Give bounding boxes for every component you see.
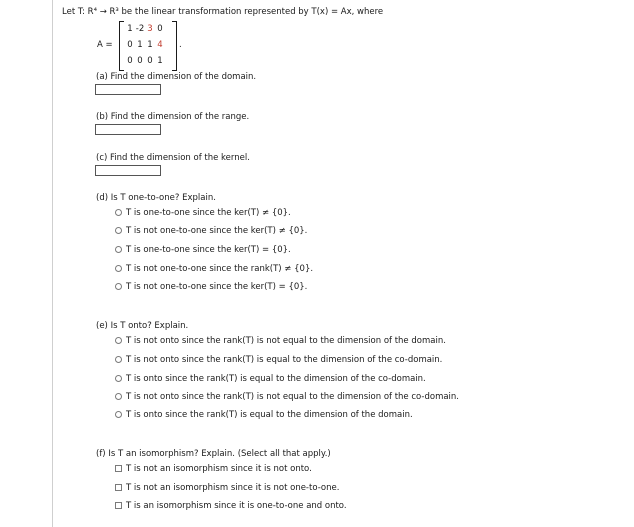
part-b-label: (b) Find the dimension of the range.: [96, 112, 250, 122]
option-label: T is not an isomorphism since it is not one-to-one.: [126, 483, 340, 493]
radio-icon[interactable]: [115, 393, 122, 400]
checkbox-icon[interactable]: [115, 502, 122, 509]
intro-text: Let T: R⁴ → R³ be the linear transformation represented by T(x) = Ax, where: [62, 7, 384, 17]
matrix-row: [125, 40, 165, 50]
option-label: T is not one-to-one since the ker(T) ≠ {0}.: [126, 226, 308, 236]
option-label: T is not one-to-one since the ker(T) = {0}.: [126, 282, 308, 292]
matrix-cell: 0: [147, 56, 153, 66]
one-to-one-option[interactable]: [115, 264, 313, 274]
radio-icon[interactable]: [115, 227, 122, 234]
radio-icon[interactable]: [115, 356, 122, 363]
matrix-cell: 0: [127, 40, 133, 50]
radio-icon[interactable]: [115, 265, 122, 272]
onto-option[interactable]: [115, 355, 442, 365]
option-label: T is not an isomorphism since it is not onto.: [126, 464, 312, 474]
matrix-cell: 0: [157, 24, 163, 34]
option-label: T is not one-to-one since the rank(T) ≠ {0}.: [126, 264, 314, 274]
matrix-A: [119, 21, 177, 69]
radio-icon[interactable]: [115, 411, 122, 418]
matrix-cell: 1: [147, 40, 153, 50]
matrix-period: .: [179, 40, 182, 50]
matrix-cell: 0: [137, 56, 143, 66]
part-d-label: (d) Is T one-to-one? Explain.: [96, 193, 216, 203]
radio-icon[interactable]: [115, 337, 122, 344]
matrix-row: [125, 24, 165, 34]
matrix-cell: 1: [127, 24, 133, 34]
onto-option[interactable]: [115, 392, 459, 402]
option-label: T is an isomorphism since it is one-to-one and onto.: [126, 501, 347, 511]
option-label: T is onto since the rank(T) is equal to the dimension of the co-domain.: [126, 374, 426, 384]
part-e-label: (e) Is T onto? Explain.: [96, 321, 189, 331]
option-label: T is not onto since the rank(T) is not equal to the dimension of the co-domain.: [126, 392, 460, 402]
radio-icon[interactable]: [115, 246, 122, 253]
matrix-cell: 0: [127, 56, 133, 66]
option-label: T is one-to-one since the ker(T) ≠ {0}.: [126, 208, 291, 218]
matrix-cell: 3: [147, 24, 153, 34]
part-f-label: (f) Is T an isomorphism? Explain. (Select all that apply.): [96, 449, 331, 459]
range-dimension-input[interactable]: [95, 124, 161, 135]
radio-icon[interactable]: [115, 375, 122, 382]
radio-icon[interactable]: [115, 209, 122, 216]
onto-option[interactable]: [115, 336, 446, 346]
one-to-one-option[interactable]: [115, 245, 291, 255]
one-to-one-option[interactable]: [115, 226, 307, 236]
matrix-bracket-right: [172, 21, 177, 71]
matrix-cell: 4: [157, 40, 163, 50]
option-label: T is not onto since the rank(T) is not equal to the dimension of the domain.: [126, 336, 446, 346]
option-label: T is not onto since the rank(T) is equal to the dimension of the co-domain.: [126, 355, 443, 365]
onto-option[interactable]: [115, 374, 426, 384]
checkbox-icon[interactable]: [115, 484, 122, 491]
onto-option[interactable]: [115, 410, 413, 420]
option-label: T is one-to-one since the ker(T) = {0}.: [126, 245, 291, 255]
option-label: T is onto since the rank(T) is equal to the dimension of the domain.: [126, 410, 413, 420]
part-c-label: (c) Find the dimension of the kernel.: [96, 153, 250, 163]
checkbox-icon[interactable]: [115, 465, 122, 472]
radio-icon[interactable]: [115, 283, 122, 290]
matrix-cell: 1: [157, 56, 163, 66]
isomorphism-option[interactable]: [115, 464, 312, 474]
domain-dimension-input[interactable]: [95, 84, 161, 95]
matrix-label: A =: [97, 40, 113, 50]
isomorphism-option[interactable]: [115, 483, 339, 493]
one-to-one-option[interactable]: [115, 282, 307, 292]
matrix-row: [125, 56, 165, 66]
isomorphism-option[interactable]: [115, 501, 347, 511]
matrix-cell: -2: [135, 24, 145, 34]
matrix-cell: 1: [137, 40, 143, 50]
one-to-one-option[interactable]: [115, 208, 291, 218]
part-a-label: (a) Find the dimension of the domain.: [96, 72, 257, 82]
left-border-line: [52, 0, 53, 527]
kernel-dimension-input[interactable]: [95, 165, 161, 176]
matrix-bracket-left: [119, 21, 124, 71]
